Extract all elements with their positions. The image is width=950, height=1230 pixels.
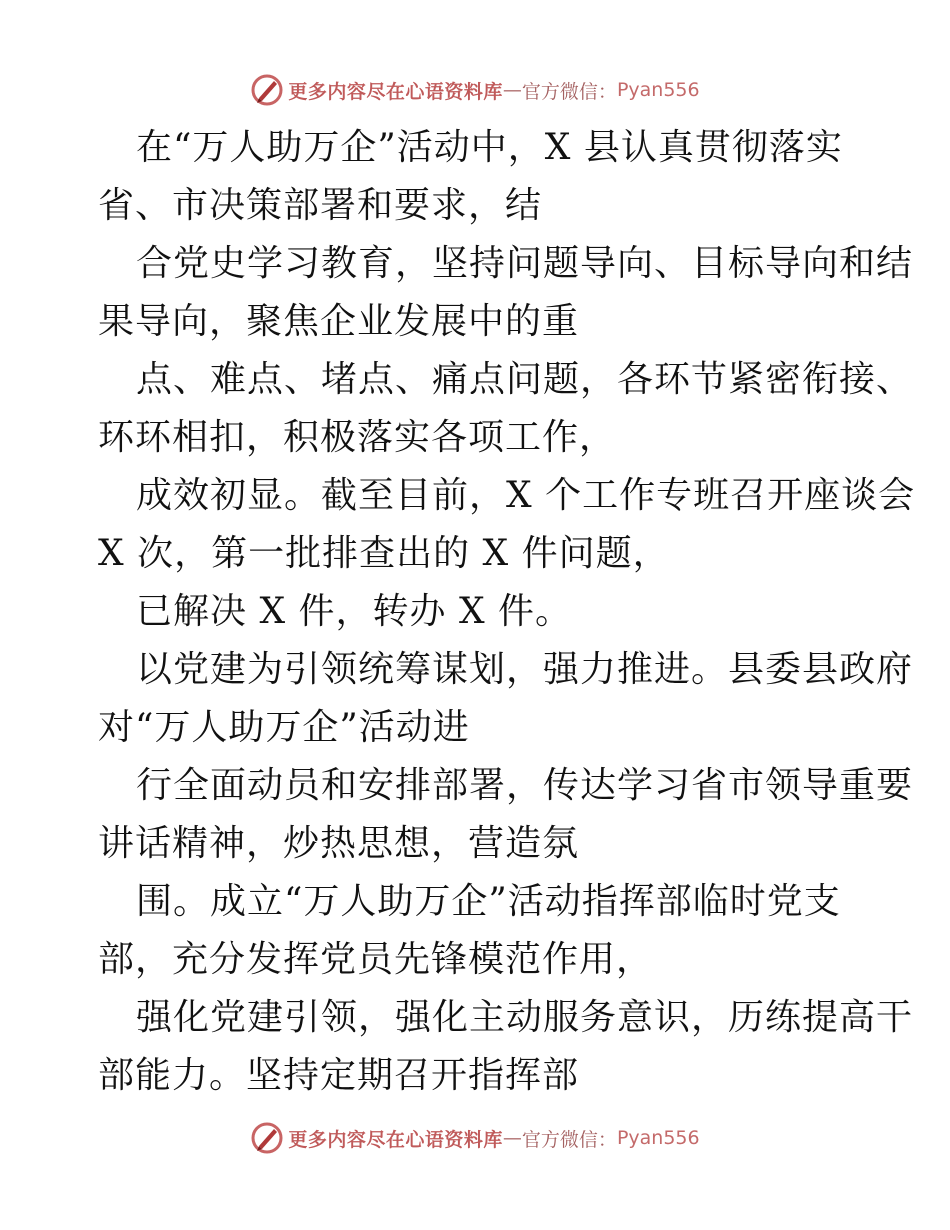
text-line: 在“万人助万企”活动中，X 县认真贯彻落实	[136, 127, 843, 168]
pen-logo-icon	[250, 1121, 284, 1155]
watermark-text: 更多内容尽在心语资料库	[288, 80, 503, 103]
text-line: 行全面动员和安排部署，传达学习省市领导重要	[136, 765, 914, 806]
text-line: 环环相扣，积极落实各项工作，	[98, 417, 617, 458]
watermark-wechat-label: 官方微信：	[521, 1128, 617, 1151]
text-line: 成效初显。截至目前，X 个工作专班召开座谈会	[136, 475, 916, 516]
watermark-wechat-id: Pyan556	[616, 1127, 700, 1149]
text-line: 果导向，聚焦企业发展中的重	[98, 301, 580, 342]
text-line: 部，充分发挥党员先锋模范作用，	[98, 939, 654, 980]
text-line: 合党史学习教育，坚持问题导向、目标导向和结	[136, 243, 914, 284]
text-line: 点、难点、堵点、痛点问题，各环节紧密衔接、	[136, 359, 914, 400]
text-line: 已解决 X 件，转办 X 件。	[136, 591, 573, 632]
text-line: X 次，第一批排查出的 X 件问题，	[98, 533, 670, 574]
watermark-wechat-label: 官方微信：	[521, 80, 617, 103]
watermark-text: 更多内容尽在心语资料库	[288, 1128, 503, 1151]
text-line: 对“万人助万企”活动进	[98, 707, 470, 748]
text-line: 以党建为引领统筹谋划，强力推进。县委县政府	[136, 649, 914, 690]
text-line: 讲话精神，炒热思想，营造氛	[98, 823, 580, 864]
text-line: 强化党建引领，强化主动服务意识，历练提高干	[136, 997, 914, 1038]
text-line: 围。成立“万人助万企”活动指挥部临时党支	[136, 881, 841, 922]
footer-watermark	[0, 1118, 950, 1158]
text-line: 省、市决策部署和要求，结	[98, 185, 543, 226]
text-line: 部能力。坚持定期召开指挥部	[98, 1055, 580, 1096]
watermark-dash: —	[502, 1127, 522, 1149]
watermark-wechat-id: Pyan556	[616, 79, 700, 101]
watermark-dash: —	[502, 79, 522, 101]
